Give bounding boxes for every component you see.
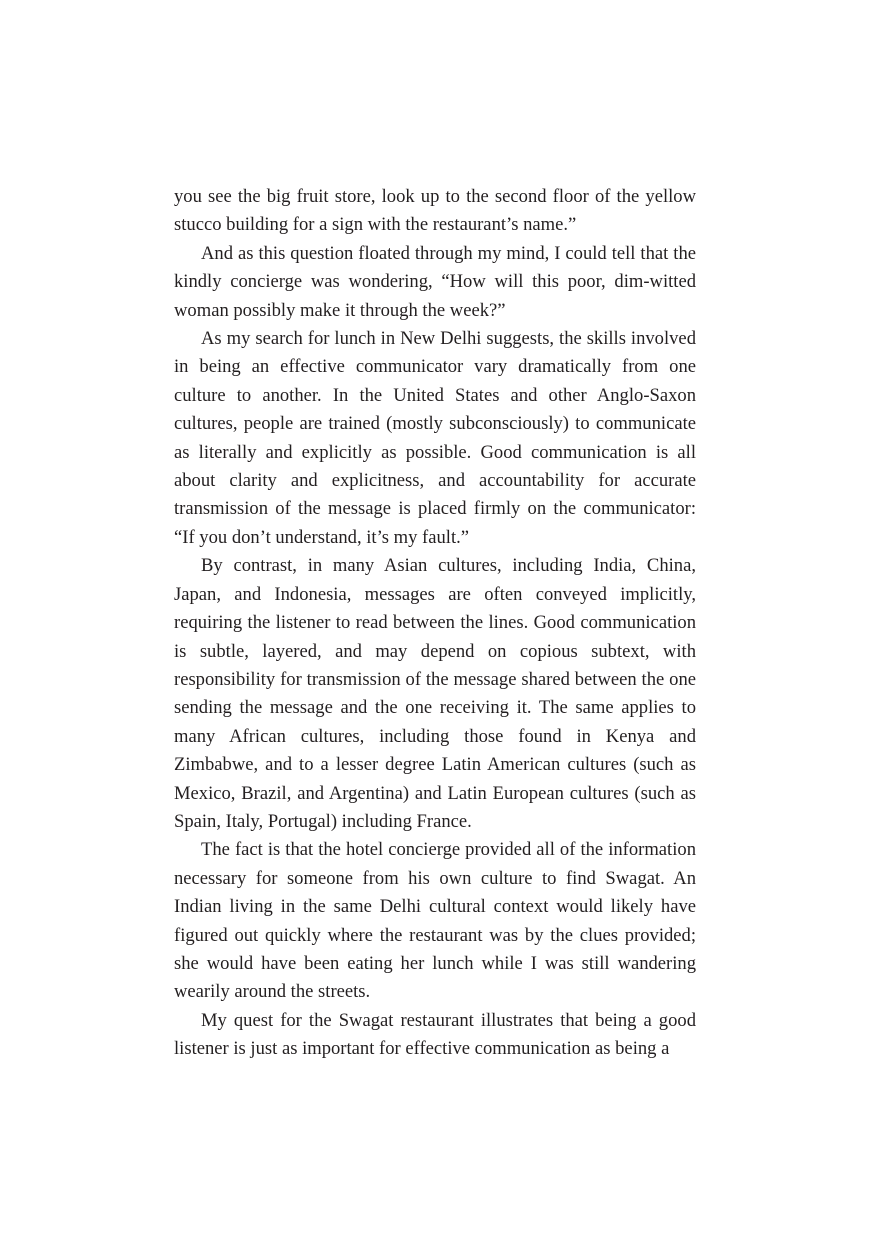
- paragraph-hotel-concierge: The fact is that the hotel concierge provided all of the information necessary for someone from his own culture to find Swagat. An Indian living in the same Delhi cultural context would likely have figured out quickly where the restaurant was by the clues provided; she would have been eating her lunch while I was still wandering wearily around the streets.: [174, 839, 696, 1003]
- paragraph-anglo-saxon-communication: As my search for lunch in New Delhi suggests, the skills involved in being an effective communicator vary dramatically from one culture to another. In the United States and other Anglo-Saxon cultures, people are trained (mostly subconsciously) to communicate as literally and explicitly as possible. Good communication is all about clarity and explicitness, and accountability for accurate transmission of the message is placed firmly on the communicator: “If you don’t understand, it’s my fault.”: [174, 328, 696, 548]
- paragraph-concierge-wondering: And as this question floated through my mind, I could tell that the kindly concierge was wondering, “How will this poor, dim-witted woman possibly make it through the week?”: [174, 242, 696, 321]
- paragraph-asian-communication: By contrast, in many Asian cultures, including India, China, Japan, and Indonesia, messages are often conveyed implicitly, requiring the listener to read between the lines. Good communication is subtle, layered, and may depend on copious subtext, with responsibility for transmission of the message shared between the one sending the message and the one receiving it. The same applies to many African cultures, including those found in Kenya and Zimbabwe, and to a lesser degree Latin American cultures (such as Mexico, Brazil, and Argentina) and Latin European cultures (such as Spain, Italy, Portugal) including France.: [174, 555, 696, 832]
- paragraph-continuation: you see the big fruit store, look up to the second floor of the yellow stucco building for a sign with the restaurant’s name.”: [174, 186, 696, 236]
- paragraph-good-listener: My quest for the Swagat restaurant illustrates that being a good listener is just as important for effective communication as being a: [174, 1009, 696, 1060]
- body-text: [174, 183, 696, 1064]
